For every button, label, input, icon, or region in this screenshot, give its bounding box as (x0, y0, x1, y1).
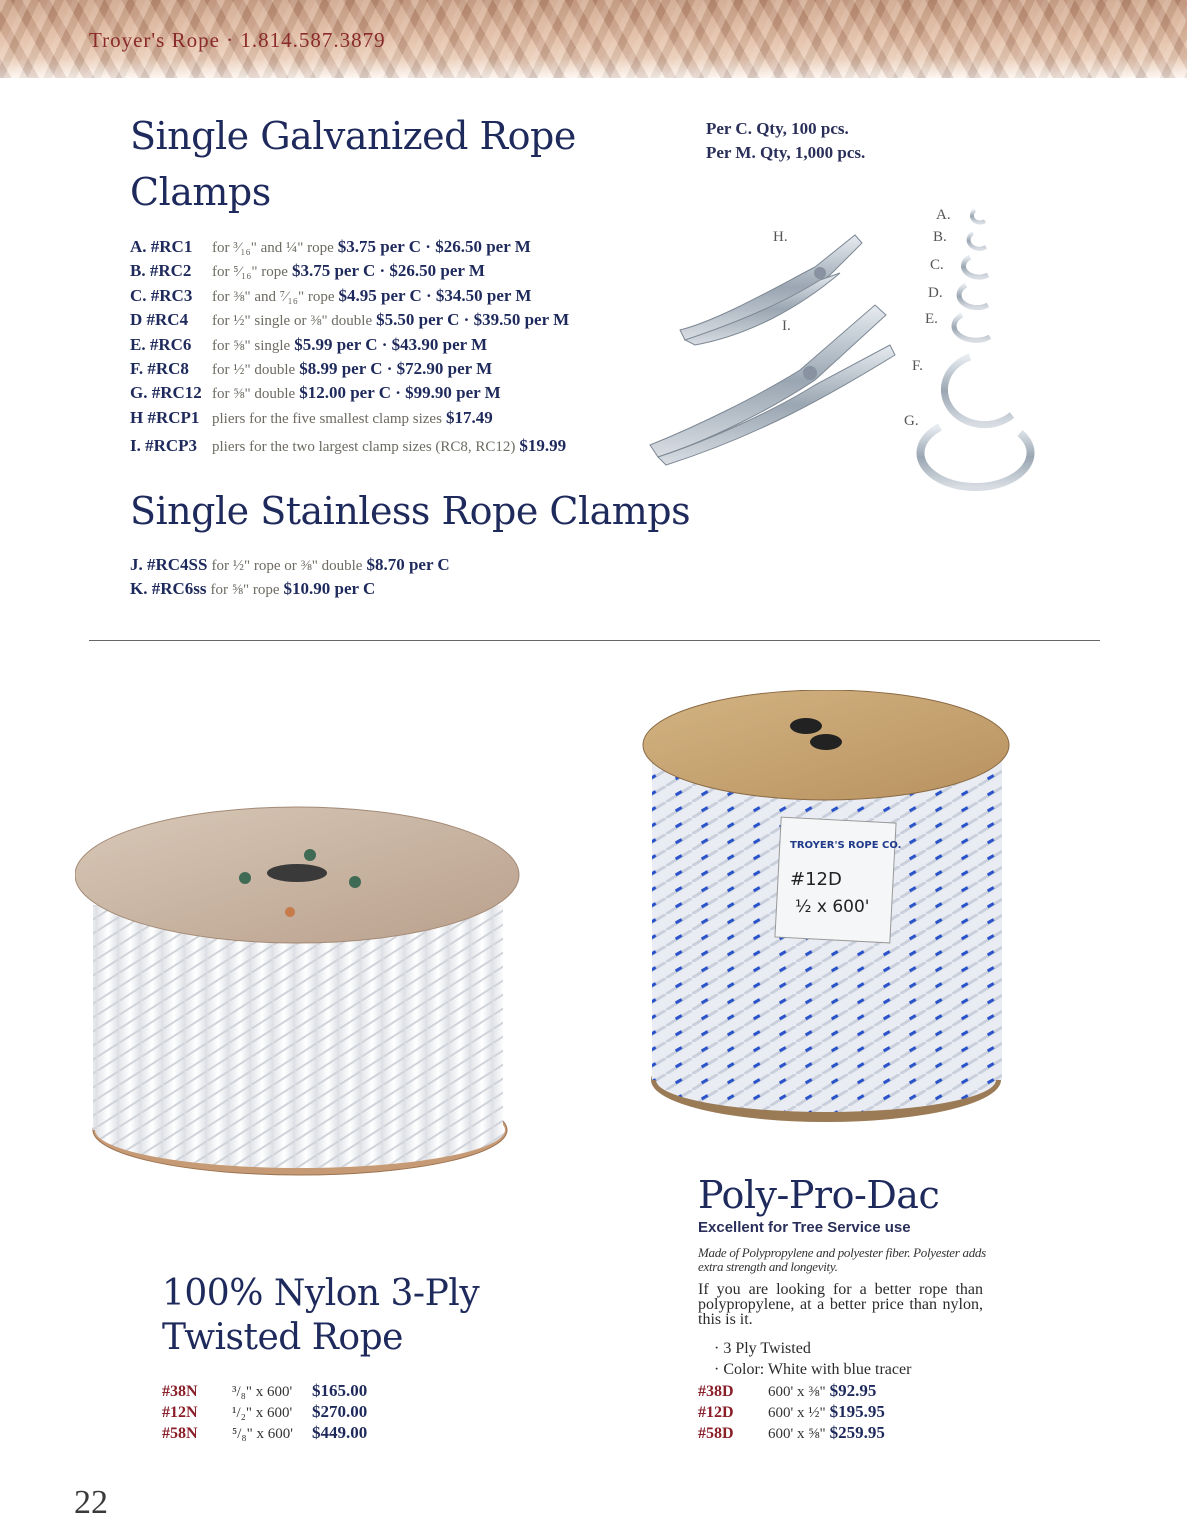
label-d: D. (928, 285, 943, 301)
item-price: $8.70 per C (366, 555, 450, 574)
feature-item: · Color: White with blue tracer (714, 1361, 912, 1378)
item-code: K. #RC6ss (130, 579, 207, 599)
product-price: $259.95 (829, 1423, 885, 1442)
item-code: H #RCP1 (130, 407, 200, 427)
polyprodac-features (714, 1338, 911, 1380)
polyprodac-spool-image (640, 690, 1012, 1130)
item-price: $8.99 per C · $72.90 per M (299, 358, 493, 378)
item-code: J. #RC4SS (130, 555, 208, 574)
item-desc: for ⅝" single (212, 337, 291, 354)
nylon-title-line2: Twisted Rope (162, 1317, 403, 1358)
label-a: A. (936, 207, 951, 223)
table-row (698, 1422, 885, 1443)
label-c: C. (930, 257, 944, 273)
nylon-title-line1: 100% Nylon 3-Ply (162, 1273, 480, 1314)
polyprodac-material-note: Made of Polypropylene and polyester fiber. Polyester adds extra strength and longevity. (698, 1245, 986, 1274)
spool-label-brand: TROYER'S ROPE CO. (790, 840, 902, 851)
spool-label-size: ½ x 600' (795, 897, 870, 917)
product-price: $165.00 (312, 1381, 368, 1400)
clamp-d (959, 285, 988, 308)
clamp-b (969, 233, 986, 249)
galvanized-title (130, 108, 576, 220)
spool-label (775, 817, 902, 943)
polyprodac-title: Poly-Pro-Dac (698, 1173, 940, 1217)
product-code: #12D (698, 1404, 734, 1421)
table-row (698, 1380, 885, 1401)
product-code: #38N (162, 1383, 198, 1400)
rope-banner (0, 0, 1187, 78)
stainless-price-list (130, 553, 450, 602)
product-code: #58N (162, 1425, 198, 1442)
list-item (130, 406, 569, 430)
qty-per-c: Per C. Qty, 100 pcs. (706, 119, 849, 138)
polyprodac-price-table (698, 1380, 885, 1443)
list-item (130, 333, 569, 357)
galvanized-title-line1: Single Galvanized Rope (130, 114, 576, 158)
clamp-a (972, 210, 985, 223)
table-row (162, 1422, 367, 1443)
item-code: D #RC4 (130, 310, 189, 330)
item-desc: for ½" rope or ⅜" double (211, 558, 363, 574)
item-code: A. #RC1 (130, 237, 193, 256)
qty-per-m: Per M. Qty, 1,000 pcs. (706, 143, 866, 162)
item-price: $3.75 per C · $26.50 per M (337, 237, 531, 256)
item-desc: pliers for the five smallest clamp sizes (212, 410, 442, 427)
list-item (130, 381, 569, 405)
table-row (162, 1380, 367, 1401)
table-row (698, 1401, 885, 1422)
list-item (130, 284, 569, 308)
item-desc: pliers for the two largest clamp sizes (RC8, RC12) (212, 439, 516, 456)
item-code: C. #RC3 (130, 285, 193, 305)
product-price: $449.00 (312, 1423, 368, 1442)
stainless-title: Single Stainless Rope Clamps (130, 489, 691, 533)
clamp-set (920, 210, 1030, 487)
item-code: G. #RC12 (130, 383, 202, 403)
pliers-h (680, 235, 862, 345)
list-item (130, 235, 569, 259)
polyprodac-description: If you are looking for a better rope than polypropylene, at a better price than nylon, this is it. (698, 1281, 983, 1328)
item-desc: for ⅝" double (212, 386, 296, 403)
item-price: $12.00 per C · $99.90 per M (299, 383, 501, 403)
item-price: $5.99 per C · $43.90 per M (294, 334, 488, 354)
item-code: B. #RC2 (130, 261, 192, 281)
item-desc: for ½" double (212, 361, 296, 378)
clamp-c (964, 257, 988, 277)
item-price: $3.75 per C · $26.50 per M (291, 261, 485, 281)
clamp-f (944, 357, 1012, 425)
polyprodac-subtitle: Excellent for Tree Service use (698, 1219, 911, 1236)
banner-contact-text: Troyer's Rope · 1.814.587.3879 (89, 28, 386, 52)
item-desc: for ³⁄₁₆" and ¼" rope (212, 240, 334, 256)
item-desc: for ½" single or ⅜" double (212, 313, 373, 330)
label-i: I. (782, 318, 791, 334)
item-price: $10.90 per C (283, 579, 376, 599)
page-number: 22 (74, 1484, 108, 1521)
nylon-title (162, 1272, 479, 1360)
product-size: 600' x ⅝" (768, 1426, 826, 1442)
product-size: 600' x ½" (768, 1405, 826, 1421)
product-code: #12N (162, 1404, 198, 1421)
pliers-and-clamps-image (640, 195, 1060, 495)
galvanized-price-list (130, 235, 569, 459)
product-price: $270.00 (312, 1402, 368, 1421)
nylon-price-table (162, 1380, 367, 1443)
product-size: ⁵/₈" x 600' (232, 1426, 293, 1442)
table-row (162, 1401, 367, 1422)
section-divider (89, 640, 1100, 641)
product-code: #58D (698, 1425, 734, 1442)
feature-item: · 3 Ply Twisted (714, 1340, 811, 1357)
product-size: 600' x ⅜" (768, 1384, 826, 1400)
item-price: $17.49 (445, 407, 493, 427)
nylon-spool-image (75, 805, 530, 1180)
list-item (130, 577, 450, 601)
clamp-e (954, 315, 990, 340)
item-price: $19.99 (519, 436, 567, 456)
item-price: $5.50 per C · $39.50 per M (376, 310, 570, 330)
item-desc: for ⅜" and ⁷⁄₁₆" rope (212, 288, 335, 305)
label-e: E. (925, 311, 938, 327)
product-code: #38D (698, 1383, 734, 1400)
item-desc: for ⅝" rope (210, 582, 280, 599)
list-item (130, 553, 450, 577)
label-b: B. (933, 229, 947, 245)
item-code: I. #RCP3 (130, 436, 198, 456)
label-f: F. (912, 358, 923, 374)
clamp-g (920, 427, 1030, 487)
list-item (130, 308, 569, 332)
product-price: $195.95 (829, 1402, 885, 1421)
item-desc: for ⁵⁄₁₆" rope (212, 264, 288, 281)
item-code: F. #RC8 (130, 358, 189, 378)
galvanized-title-line2: Clamps (130, 170, 271, 214)
label-h: H. (773, 229, 788, 245)
list-item (130, 259, 569, 283)
product-size: ¹/₂" x 600' (232, 1405, 293, 1421)
product-price: $92.95 (829, 1381, 877, 1400)
spool-label-code: #12D (790, 869, 842, 890)
list-item (130, 434, 569, 458)
product-size: ³/₈" x 600' (232, 1384, 293, 1400)
item-code: E. #RC6 (130, 334, 192, 354)
label-g: G. (904, 413, 919, 429)
qty-note (706, 117, 865, 165)
item-price: $4.95 per C · $34.50 per M (338, 285, 532, 305)
list-item (130, 357, 569, 381)
